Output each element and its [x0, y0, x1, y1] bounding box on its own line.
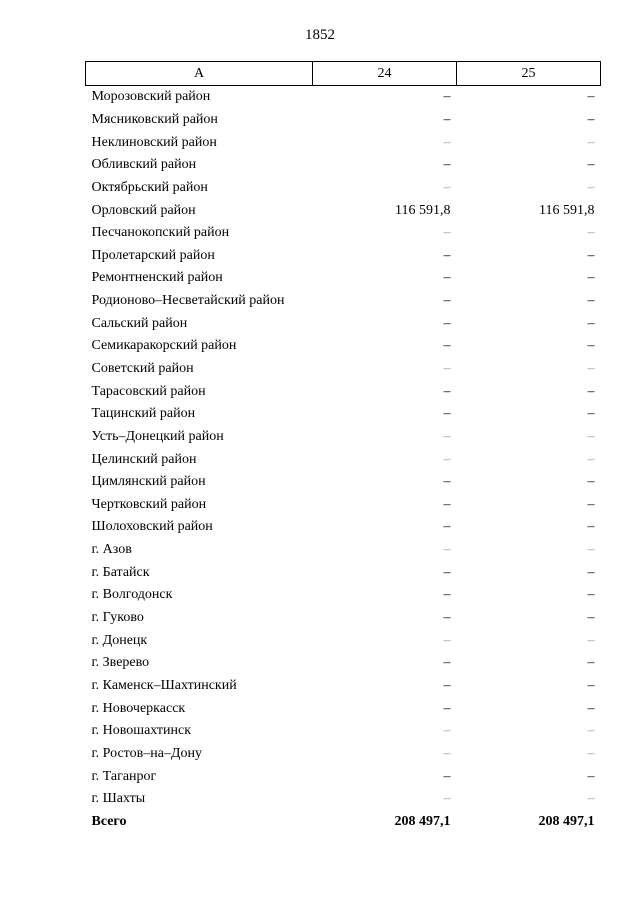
- row-value-25: –: [587, 270, 595, 286]
- row-value-24: –: [443, 338, 451, 354]
- row-value-24: –: [443, 700, 451, 716]
- table-row: [86, 426, 601, 449]
- table-row: [86, 629, 601, 652]
- row-name: Родионово–Несветайский район: [91, 293, 285, 309]
- table-row: [86, 312, 601, 335]
- row-name: Ремонтненский район: [91, 270, 223, 286]
- row-name: Шолоховский район: [91, 519, 213, 535]
- row-name: г. Новошахтинск: [91, 723, 192, 739]
- column-header-name: А: [86, 62, 313, 86]
- table-row: [86, 539, 601, 562]
- row-value-25: –: [587, 723, 595, 739]
- row-name: Чертковский район: [91, 496, 207, 512]
- row-name: Цимлянский район: [91, 474, 206, 490]
- row-name: Мясниковский район: [91, 111, 218, 127]
- row-value-25: –: [587, 89, 595, 105]
- row-name: Пролетарский район: [91, 247, 215, 263]
- row-value-24: –: [443, 768, 451, 784]
- row-value-25: –: [587, 519, 595, 535]
- row-value-24: –: [443, 564, 451, 580]
- row-value-24: –: [443, 542, 451, 558]
- row-value-24: –: [443, 677, 451, 693]
- row-name: Песчанокопский район: [91, 225, 230, 241]
- row-value-24: –: [443, 315, 451, 331]
- row-value-24: –: [443, 406, 451, 422]
- row-name: г. Зверево: [91, 655, 150, 671]
- row-value-25: –: [587, 768, 595, 784]
- table-row: [86, 652, 601, 675]
- total-label: Всего: [91, 813, 127, 829]
- row-value-25: –: [587, 428, 595, 444]
- table-row: [86, 697, 601, 720]
- row-value-25: –: [587, 700, 595, 716]
- row-name: г. Каменск–Шахтинский: [91, 677, 237, 693]
- table-row: [86, 765, 601, 788]
- row-value-25: –: [587, 587, 595, 603]
- row-name: г. Ростов–на–Дону: [91, 745, 202, 761]
- table-row: [86, 720, 601, 743]
- row-value-24: –: [443, 632, 451, 648]
- row-name: Советский район: [91, 361, 194, 376]
- row-value-25: –: [587, 338, 595, 354]
- row-value-25: –: [587, 745, 595, 761]
- row-value-25: –: [587, 111, 595, 127]
- column-header-25: 25: [457, 62, 601, 86]
- table-row: [86, 358, 601, 381]
- row-value-24: –: [443, 383, 451, 399]
- row-value-25: –: [587, 564, 595, 580]
- row-value-25: –: [587, 677, 595, 693]
- table-row: [86, 131, 601, 154]
- total-value-24: 208 497,1: [394, 813, 451, 829]
- row-name: г. Батайск: [91, 564, 150, 580]
- column-header-24: 24: [313, 62, 457, 86]
- row-value-24: –: [443, 474, 451, 490]
- row-name: г. Донецк: [91, 632, 148, 648]
- page-number: 1852: [305, 27, 335, 43]
- row-value-25: –: [587, 157, 595, 173]
- row-name: Тарасовский район: [91, 383, 206, 399]
- table-row: [86, 380, 601, 403]
- table-row: [86, 267, 601, 290]
- row-value-25: –: [587, 655, 595, 671]
- row-name: г. Шахты: [91, 791, 146, 807]
- row-value-25: –: [587, 632, 595, 648]
- table-row: [86, 86, 601, 109]
- table-header: [86, 62, 601, 86]
- row-value-25: –: [587, 610, 595, 626]
- row-value-25: –: [587, 247, 595, 263]
- table-row: [86, 177, 601, 200]
- row-value-24: 116 591,8: [395, 202, 451, 218]
- row-value-24: –: [443, 745, 451, 761]
- row-value-25: –: [587, 474, 595, 490]
- table-row: [86, 403, 601, 426]
- row-name: Орловский район: [91, 202, 196, 218]
- row-value-24: –: [443, 361, 451, 376]
- row-value-24: –: [443, 270, 451, 286]
- table-row: [86, 199, 601, 222]
- row-value-24: –: [443, 157, 451, 173]
- row-name: г. Гуково: [91, 610, 144, 626]
- row-value-25: –: [587, 134, 595, 150]
- table-row: [86, 244, 601, 267]
- row-name: Обливский район: [91, 157, 197, 173]
- row-value-24: –: [443, 655, 451, 671]
- row-value-24: –: [443, 247, 451, 263]
- row-value-24: –: [443, 791, 451, 807]
- row-value-25: –: [587, 361, 595, 376]
- table-row: [86, 222, 601, 245]
- table-row: [86, 516, 601, 539]
- row-value-24: –: [443, 179, 451, 195]
- row-name: г. Волгодонск: [91, 587, 173, 603]
- row-value-24: –: [443, 723, 451, 739]
- row-value-24: –: [443, 496, 451, 512]
- row-name: Неклиновский район: [91, 134, 217, 150]
- row-value-25: –: [587, 225, 595, 241]
- row-value-25: –: [587, 451, 595, 467]
- row-name: г. Новочеркасск: [91, 700, 186, 716]
- row-value-24: –: [443, 293, 451, 309]
- total-row: [86, 811, 601, 834]
- row-name: Сальский район: [91, 315, 188, 331]
- total-value-25: 208 497,1: [538, 813, 595, 829]
- row-value-25: –: [587, 179, 595, 195]
- table-row: [86, 471, 601, 494]
- table-row: [86, 448, 601, 471]
- row-value-24: –: [443, 451, 451, 467]
- header-row: [86, 62, 601, 86]
- row-name: Усть–Донецкий район: [91, 428, 224, 444]
- row-name: Октябрьский район: [91, 179, 208, 195]
- row-name: г. Таганрог: [91, 768, 157, 784]
- table-row: [86, 494, 601, 517]
- row-value-25: 116 591,8: [539, 202, 595, 218]
- row-value-24: –: [443, 134, 451, 150]
- table-row: [86, 607, 601, 630]
- table-row: [86, 290, 601, 313]
- table-row: [86, 584, 601, 607]
- budget-table: [85, 61, 601, 833]
- table-body: [86, 86, 601, 834]
- row-value-25: –: [587, 406, 595, 422]
- row-value-24: –: [443, 610, 451, 626]
- table-row: [86, 335, 601, 358]
- table-row: [86, 743, 601, 766]
- row-value-25: –: [587, 293, 595, 309]
- row-value-25: –: [587, 791, 595, 807]
- row-value-24: –: [443, 519, 451, 535]
- row-name: Целинский район: [91, 451, 197, 467]
- row-value-24: –: [443, 89, 451, 105]
- row-value-25: –: [587, 315, 595, 331]
- row-name: г. Азов: [91, 542, 132, 558]
- row-value-24: –: [443, 111, 451, 127]
- row-value-25: –: [587, 496, 595, 512]
- row-value-24: –: [443, 225, 451, 241]
- table-row: [86, 561, 601, 584]
- row-name: Тацинский район: [91, 406, 196, 422]
- row-name: Семикаракорский район: [91, 338, 237, 354]
- row-value-24: –: [443, 428, 451, 444]
- row-value-24: –: [443, 587, 451, 603]
- table-row: [86, 675, 601, 698]
- row-value-25: –: [587, 542, 595, 558]
- table-row: [86, 788, 601, 811]
- table-row: [86, 109, 601, 132]
- table-row: [86, 154, 601, 177]
- row-value-25: –: [587, 383, 595, 399]
- row-name: Морозовский район: [91, 89, 211, 105]
